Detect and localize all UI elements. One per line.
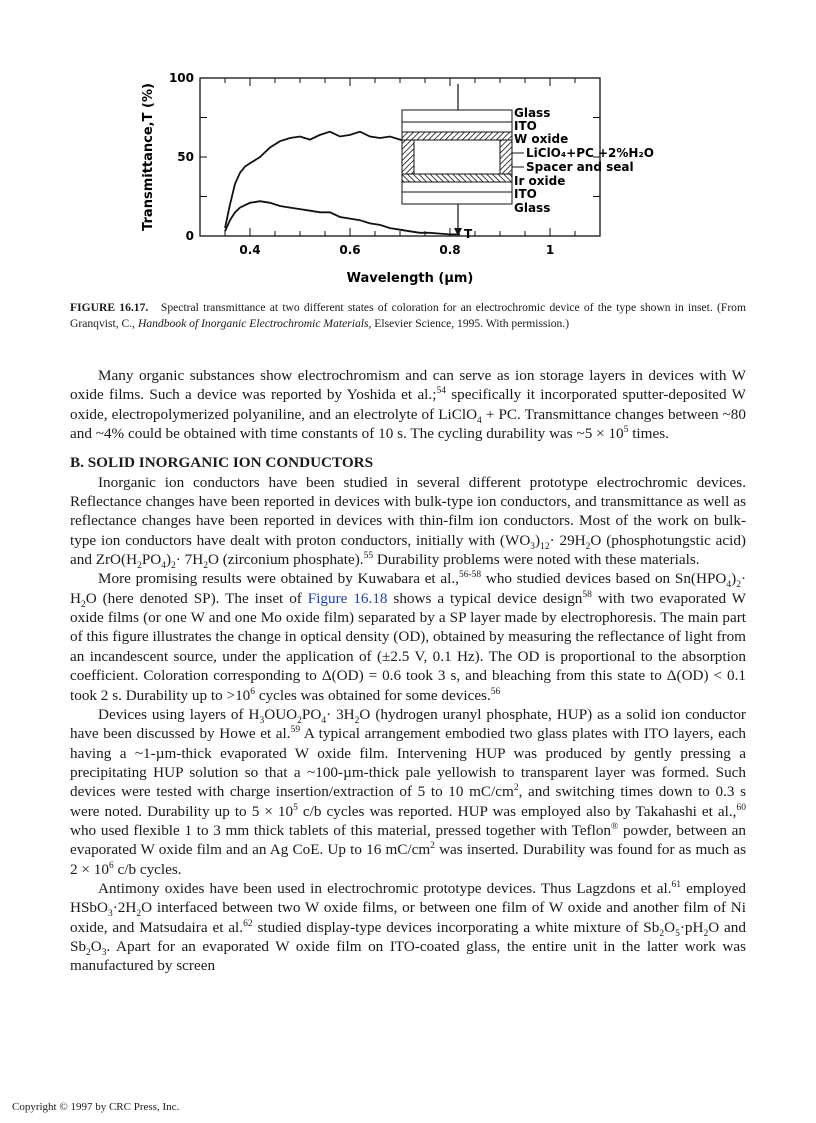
x-tick-label: 1 xyxy=(545,243,555,257)
caption-tail: Elsevier Science, 1995. With permission.) xyxy=(371,317,570,330)
inset-label: Glass xyxy=(514,201,551,215)
glass-bottom xyxy=(402,192,512,204)
caption-label: FIGURE 16.17. xyxy=(70,301,149,314)
copyright-footer: Copyright © 1997 by CRC Press, Inc. xyxy=(12,1101,180,1113)
caption-text: Spectral transmittance at two different states of coloration for an electrochromic device of the type shown in inset. (From Granqvist, C., xyxy=(70,301,746,330)
figure-16-17 xyxy=(140,60,700,290)
figure-link[interactable]: Figure 16.18 xyxy=(307,589,388,607)
inset-label: ITO xyxy=(514,119,537,133)
ir-oxide-layer xyxy=(402,174,512,182)
electrolyte-layer xyxy=(414,140,500,174)
x-tick-label: 0.4 xyxy=(239,243,261,257)
y-tick-label: 50 xyxy=(177,150,194,164)
inset-label: Ir oxide xyxy=(514,174,566,188)
ito-top xyxy=(402,122,512,132)
y-axis-label: Transmittance,T (%) xyxy=(141,83,156,231)
series-colored xyxy=(225,201,460,234)
inset-label: W oxide xyxy=(514,132,569,146)
transmittance-chart xyxy=(140,60,700,290)
section-heading: B. SOLID INORGANIC ION CONDUCTORS xyxy=(70,454,374,472)
inset-label: Glass xyxy=(514,106,551,120)
paragraph-hup: Devices using layers of $H_3OUO_2PO_4\cdot 3H_2O$ (hydrogen uranyl phosphate, HUP) as a solid ion conductor have been discussed by Howe et al.$^{59}$ A typical arrangement embodied two glass plates with ITO layers, each having a ~1-µm-thick evaporated W oxide film. Intervening HUP was produced by gently pressing a precipitating HUP solution so that a ~100-µm-thick pale yellowish to transparent layer was formed. Such devices were tested with charge insertion/extraction of 5 to 10 $mC/cm^2$, and switching times down to 0.3 s were noted. Durability up to $5 \times 10^5$ c/b cycles was reported. HUP was employed also by Takahashi et al.,$^{60}$ who used flexible 1 to 3 mm thick tablets of this material, pressed together with Teflon® powder, between an evaporated W oxide film and an Ag CoE. Up to 16 $mC/cm^2$ was inserted. Durability was found for as much as $2 \times 10^6$ c/b cycles. xyxy=(70,705,747,878)
arrow-label: T xyxy=(464,227,473,241)
glass-top xyxy=(402,110,512,122)
inset-label: LiClO₄+PC +2%H₂O xyxy=(526,146,654,160)
caption-book-title: Handbook of Inorganic Electrochromic Materials, xyxy=(137,317,372,330)
w-oxide-layer xyxy=(402,132,512,140)
inset-label: Spacer and seal xyxy=(526,160,634,174)
ito-bottom xyxy=(402,182,512,192)
y-tick-label: 100 xyxy=(168,71,194,85)
figure-caption xyxy=(70,300,746,332)
x-tick-label: 0.8 xyxy=(439,243,461,257)
paragraph-antimony: Antimony oxides have been used in electrochromic prototype devices. Thus Lagzdons et al.$^{61}$ employed $HSbO_3\cdot 2H_2O$ interfaced between two W oxide films, or between one film of W oxide and another film of Ni oxide, and Matsudaira et al.$^{62}$ studied display-type devices incorporating a white mixture of $Sb_2O_5\cdot pH_2O$ and $Sb_2O_3$. Apart for an evaporated W oxide film on ITO-coated glass, the entire unit in the latter work was manufactured by screen xyxy=(70,879,747,975)
inset-label: ITO xyxy=(514,187,537,201)
seal-left xyxy=(402,140,414,174)
x-tick-label: 0.6 xyxy=(339,243,361,257)
x-axis-label: Wavelength (µm) xyxy=(346,271,474,286)
body-text xyxy=(70,366,746,976)
seal-right xyxy=(500,140,512,174)
paragraph-inorganic: Inorganic ion conductors have been studied in several different prototype electrochromic devices. Reflectance changes have been reported in devices with bulk-type ion conductors, and transmittance as well as reflectance changes have been reported in devices with thin-film ion conductors. Most of the work on bulk-type ion conductors have dealt with proton conductors, initially with $(WO_3)_{12}\cdot 29H_2O$ (phosphotungstic acid) and $ZrO(H_2PO_4)_2\cdot 7H_2O$ (zirconium phosphate).$^{55}$ Durability problems were noted with these materials. xyxy=(70,473,746,572)
paragraph-organic: Many organic substances show electrochromism and can serve as ion storage layers in devices with W oxide films. Such a device was reported by Yoshida et al.;$^{54}$ specifically it incorporated sputter-deposited W oxide, electropolymerized polyaniline, and an electrolyte of LiClO$_4$ + PC. Transmittance changes between ~80 and ~4% could be obtained with time constants of 10 s. The cycling durability was ~5 × $10^5$ times. xyxy=(70,367,746,443)
y-tick-label: 0 xyxy=(185,229,194,243)
paragraph-kuwabara: More promising results were obtained by Kuwabara et al.,$^{56-58}$ who studied devices based on $Sn(HPO_4)_2\cdot H_2O$ (here denoted SP). The inset of Figure 16.18 shows a typical device design$^{58}$ with two evaporated W oxide films (or one W and one Mo oxide film) separated by a SP layer made by electrophoresis. The main part of this figure illustrates the change in optical density (OD), obtained by measuring the reflectance of light from an incandescent source, under the application of (±2.5 V, 0.1 Hz). The OD is proportional to the absorption coefficient. Coloration corresponding to Δ(OD) = 0.6 took 3 s, and bleaching from this state to Δ(OD) < 0.1 took 2 s. Durability up to $>10^6$ cycles was obtained for some devices.$^{56}$ xyxy=(70,570,747,704)
device-inset xyxy=(402,84,654,241)
